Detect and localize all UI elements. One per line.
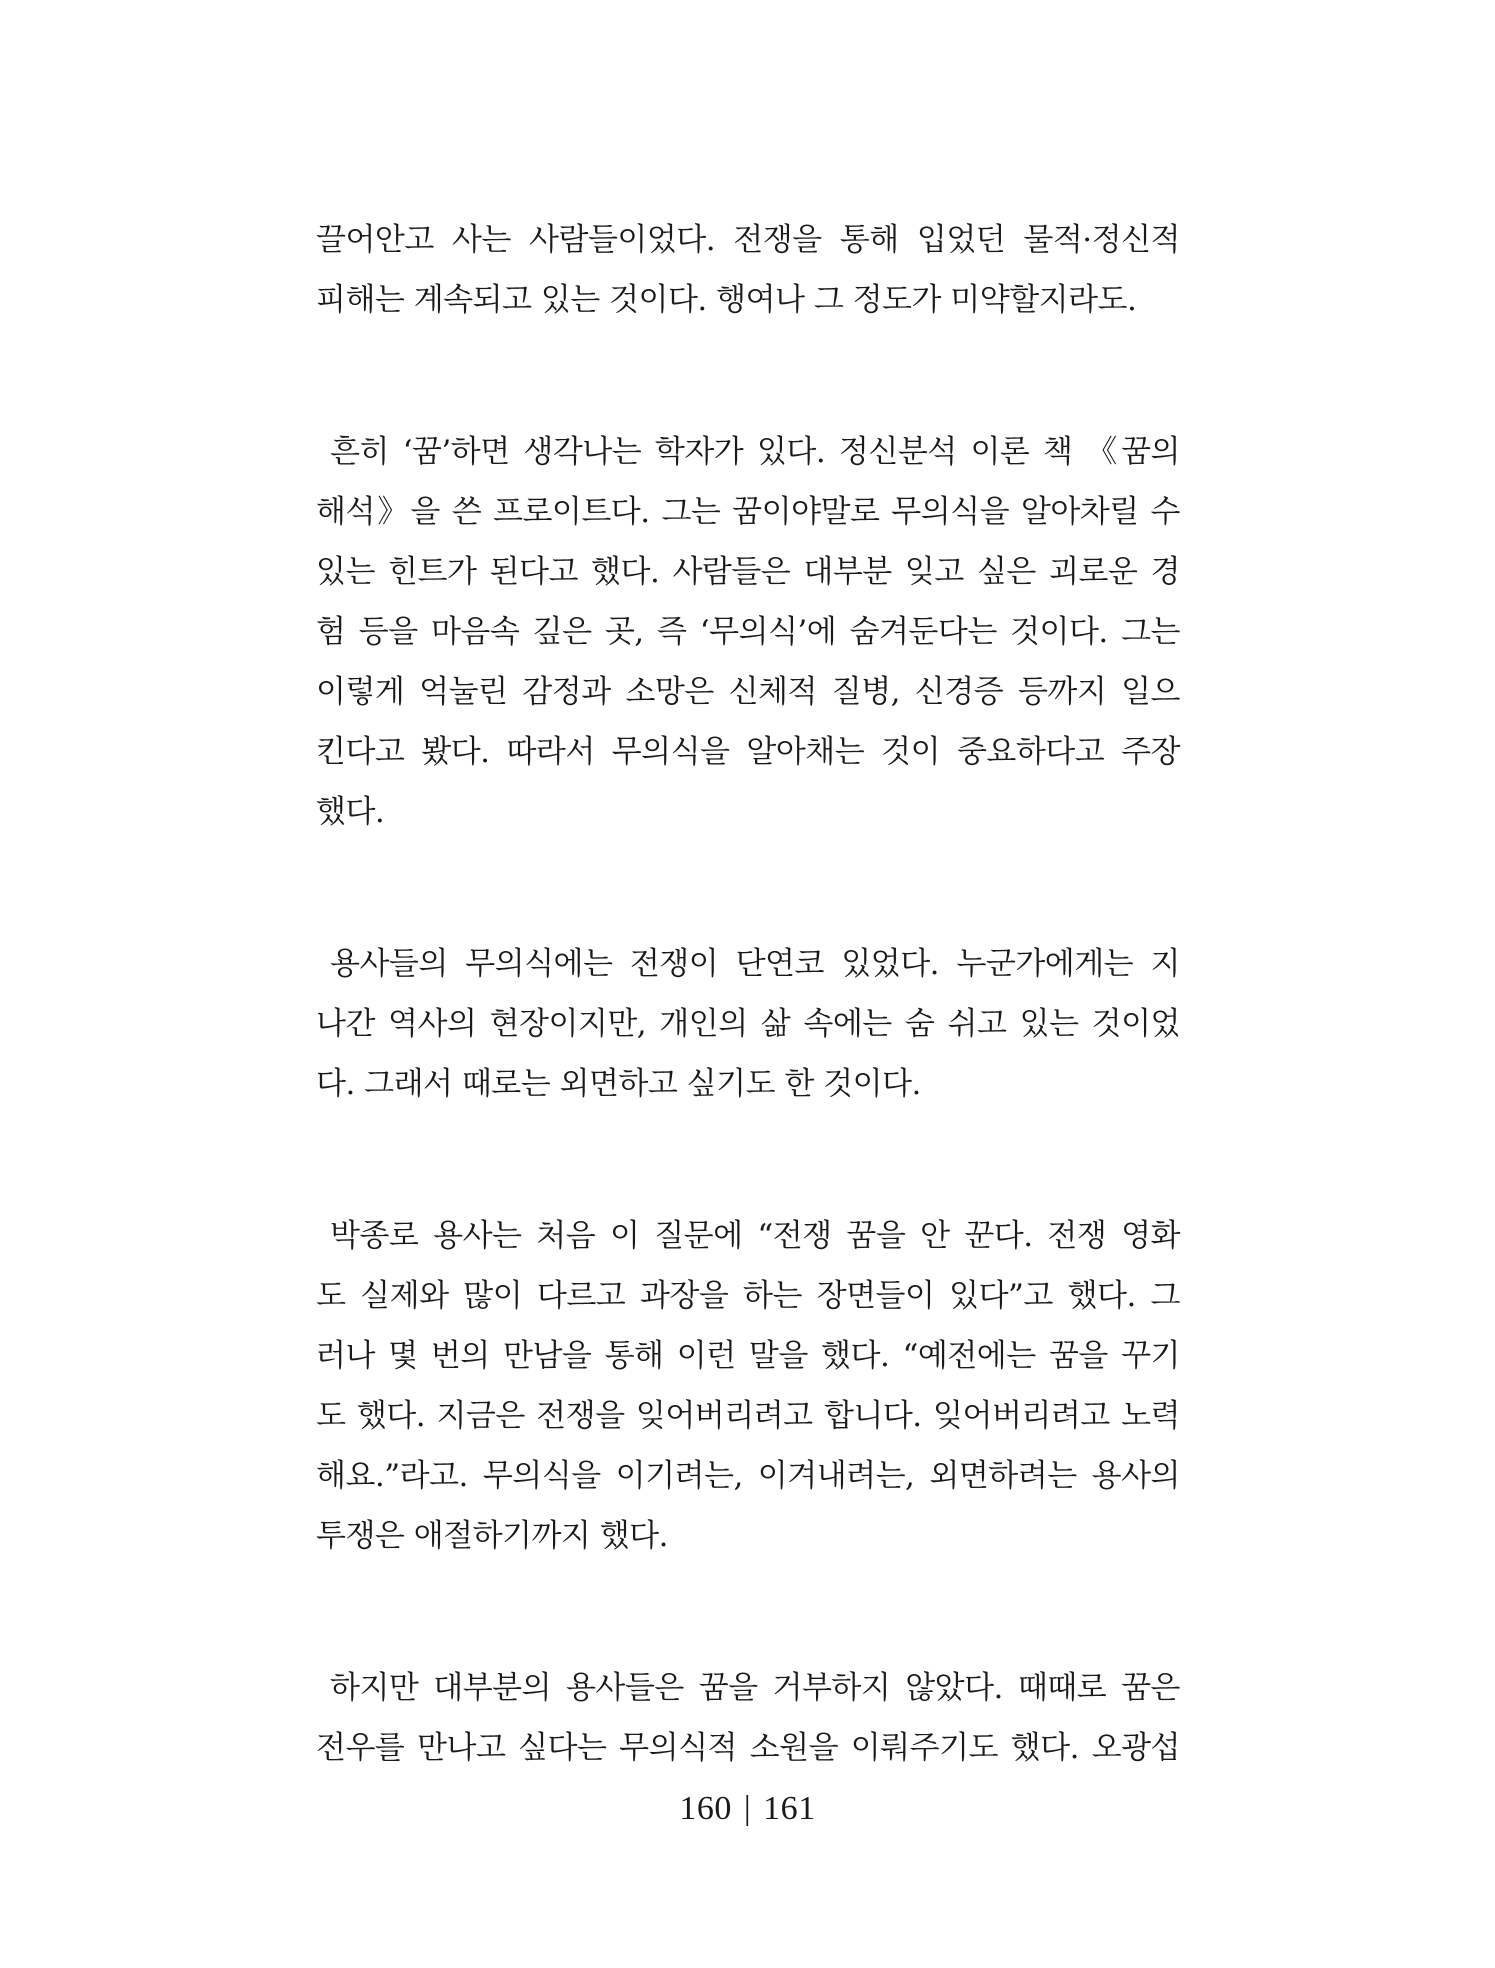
paragraph-1	[316, 210, 1180, 330]
text-line: 투쟁은 애절하기까지 했다.	[316, 1518, 668, 1554]
text-line: 있는 힌트가 된다고 했다. 사람들은 대부분 잊고 싶은 괴로운 경	[316, 554, 1180, 590]
text-line: 흔히 ‘꿈’하면 생각나는 학자가 있다. 정신분석 이론 책 《꿈의	[330, 434, 1180, 470]
paragraph-2	[316, 422, 1180, 842]
text-line: 도 했다. 지금은 전쟁을 잊어버리려고 합니다. 잊어버리려고 노력	[316, 1398, 1180, 1434]
paragraph-4	[316, 1206, 1180, 1566]
text-line: 박종로 용사는 처음 이 질문에 “전쟁 꿈을 안 꾼다. 전쟁 영화	[330, 1218, 1180, 1254]
text-line: 러나 몇 번의 만남을 통해 이런 말을 했다. “예전에는 꿈을 꾸기	[316, 1338, 1180, 1374]
text-line: 용사들의 무의식에는 전쟁이 단연코 있었다. 누군가에게는 지	[330, 946, 1180, 982]
page-number-separator: |	[743, 1790, 752, 1827]
text-line: 킨다고 봤다. 따라서 무의식을 알아채는 것이 중요하다고 주장	[316, 734, 1180, 770]
book-page-body	[316, 210, 1180, 1870]
text-line: 끌어안고 사는 사람들이었다. 전쟁을 통해 입었던 물적·정신적	[316, 222, 1180, 258]
right-page-number: 161	[763, 1790, 816, 1827]
text-line: 했다.	[316, 794, 385, 830]
text-line: 이렇게 억눌린 감정과 소망은 신체적 질병, 신경증 등까지 일으	[316, 674, 1180, 710]
left-page-number: 160	[679, 1790, 732, 1827]
text-line: 피해는 계속되고 있는 것이다. 행여나 그 정도가 미약할지라도.	[316, 282, 1137, 318]
text-line: 험 등을 마음속 깊은 곳, 즉 ‘무의식’에 숨겨둔다는 것이다. 그는	[316, 614, 1180, 650]
text-line: 해석》을 쓴 프로이트다. 그는 꿈이야말로 무의식을 알아차릴 수	[316, 494, 1180, 530]
text-line: 다. 그래서 때로는 외면하고 싶기도 한 것이다.	[316, 1066, 921, 1102]
page-number-footer	[0, 1790, 1495, 1828]
paragraph-3	[316, 934, 1180, 1114]
text-line: 도 실제와 많이 다르고 과장을 하는 장면들이 있다”고 했다. 그	[316, 1278, 1180, 1314]
text-line: 하지만 대부분의 용사들은 꿈을 거부하지 않았다. 때때로 꿈은	[330, 1670, 1180, 1706]
paragraph-5	[316, 1658, 1180, 1778]
text-line: 해요.”라고. 무의식을 이기려는, 이겨내려는, 외면하려는 용사의	[316, 1458, 1180, 1494]
text-line: 나간 역사의 현장이지만, 개인의 삶 속에는 숨 쉬고 있는 것이었	[316, 1006, 1180, 1042]
text-line: 전우를 만나고 싶다는 무의식적 소원을 이뤄주기도 했다. 오광섭	[316, 1730, 1180, 1766]
